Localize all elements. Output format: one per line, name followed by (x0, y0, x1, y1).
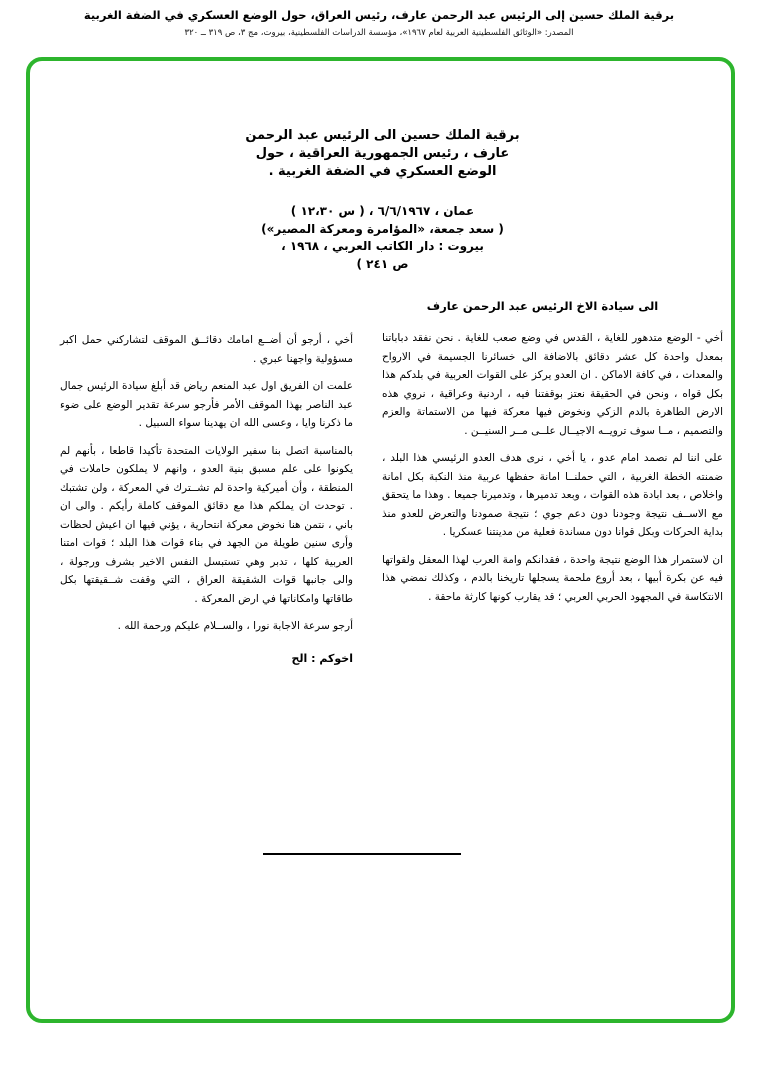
paragraph: أرجو سرعة الاجابة نورا ، والســلام عليكم ورحمة الله . (117, 620, 353, 632)
document-title-line: الوضع العسكري في الضفة الغربية . (268, 164, 497, 179)
paragraph: علمت ان الفريق اول عبد المنعم رياض قد أبلغ سيادة الرئيس جمال عبد الناصر بهذا الموقف الأمر فأرجو سرعة تقدير الوضع على ضوء ما ذكرنا وايا ، وعسى الله ان يهدينا سواء السبيل . (60, 380, 353, 429)
letter-body-right-column (382, 329, 723, 606)
document-title (210, 127, 555, 181)
paragraph: على اننا لم نصمد امام عدو ، يا أخي ، نرى هدف العدو الرئيسي هذا البلد ، ضمنته الخطة الغربية ، التي حملنــا امانة حفظها عربية منذ النكبة بكل امانة واخلاص ، بعد ابادة هذه القوات ، وبعد تدميرها ، وتدميرنا جميعا . وهذا ما يتحقق مع الاســف نتيجة وجودنا دون دعم جوي ؛ نتيجة صمودنا والتعرض للعدو منذ بداية الحركات وبكل قوانا دون مساندة فعلية من مدينتنا عسكريا . (382, 452, 723, 538)
document-meta (210, 203, 555, 273)
document-title-line: عارف ، رئيس الجمهورية العراقية ، حول (255, 146, 510, 161)
signature: اخوكم : الح (291, 651, 353, 665)
document-meta-line: ص ٢٤١ ) (356, 256, 409, 271)
header-source-line: المصدر: «الوثائق الفلسطينية العربية لعام ١٩٦٧»، مؤسسة الدراسات الفلسطينية، بيروت، مج ٣، ص ٣١٩ ــ ٣٢٠ (184, 28, 574, 38)
paragraph: ان لاستمرار هذا الوضع نتيجة واحدة ، فقدانكم وامة العرب لهذا المعقل ولقواتها فيه عن بكرة أبيها ، بعد أروع ملحمة يسجلها تاريخنا بالدم ، وكذلك نمضي هذا الانتكاسة في المجهود الحربي العربي ؛ قد يقارب كونها كارثة ماحقة . (382, 553, 723, 603)
document-title-line: برقية الملك حسين الى الرئيس عبد الرحمن (245, 128, 520, 143)
paragraph: أخي - الوضع متدهور للغاية ، القدس في وضع صعب للغاية . نحن نفقد دباباتنا بمعدل واحدة كل عشر دقائق بالاضافة الى خسائرنا الجسيمة في الارواح والمعدات ، في كافة الاماكن . ان العدو يركز على القوات العربية في بلدكم هذا بكل قواه ، ونحن في الحقيقة نعتز بوقفتنا فيه ، اردنية وعراقية ، نروي هذه الارض الطاهرة بالدم الزكي ونخوض فيها معركة فيها من الاستماتة والعزم والتصميم ، مــا سوف ترويــه الاجيــال علــى مــر السنيــن . (382, 332, 723, 437)
divider-line (263, 853, 461, 855)
paragraph: أخي ، أرجو أن أضــع امامك دقائــق الموقف لتشاركني حمل اكبر مسؤولية واجهنا عبري . (60, 334, 353, 365)
document-meta-line: بيروت : دار الكاتب العربي ، ١٩٦٨ ، (281, 239, 484, 253)
salutation: الى سيادة الاخ الرئيس عبد الرحمن عارف (426, 299, 659, 313)
document-meta-line: ( سعد جمعة، «المؤامرة ومعركة المصير») (261, 221, 504, 236)
scan-frame (26, 57, 735, 1023)
document-meta-line: عمان ، ٦/٦/١٩٦٧ ، ( س ١٢،٣٠ ) (290, 204, 475, 218)
paragraph: بالمناسبة اتصل بنا سفير الولايات المتحدة تأكيدا قاطعا ، بأنهم لم يكونوا على علم مسبق بنية العدو ، وانهم لا يملكون حاملات في المنطقة ، وأن أميركية واحدة لم تشــترك في المعركة ، ولن تشتبك . توحدت ان يملكم هذا مع دقائق الموقف كاملة رأيكم . والى ان باني ، نتمن هنا نخوض معركة انتحارية ، يؤني فيها ان اعيش لحظات وأرى سنين طويلة من الجهد في بناء قوات هذا البلد ؛ قوات امتنا العربية كلها ، تدبر وهي تستبسل النفس الاخير بشرف ورجولة ، والى جانبها قوات الشقيقة العراق ، التي وقفت شــقيقتها بكل طاقاتها وامكاناتها في ارض المعركة . (60, 444, 353, 605)
letter-body-left-column (60, 331, 353, 668)
header-title: برقية الملك حسين إلى الرئيس عبد الرحمن عارف، رئيس العراق، حول الوضع العسكري في الضفة الغربية (83, 8, 675, 22)
